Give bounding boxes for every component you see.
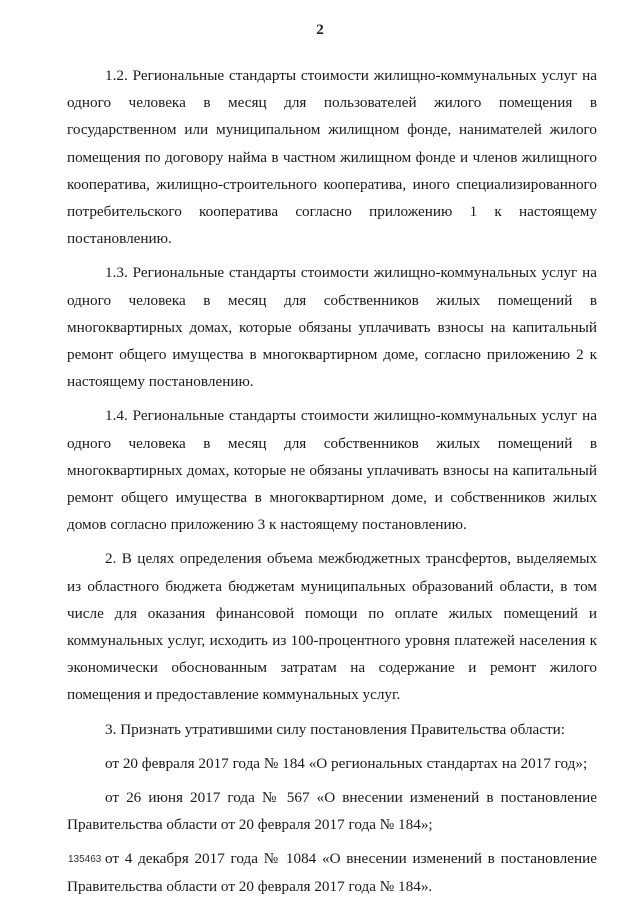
paragraph-3: 3. Признать утратившими силу постановления Правительства области: — [105, 720, 566, 738]
paragraph-3-item-c: от 4 декабря 2017 года № 1084 «О внесении изменений в постановление Правительства области от 20 февраля 2017 года № 184». — [67, 850, 597, 895]
paragraph-1-4: 1.4. Региональные стандарты стоимости жилищно-коммунальных услуг на одного человека в месяц для собственников жилых помещений в многоквартирных домах, которые не обязаны уплачивать взносы на капитальный ремонт общего имущества в многоквартирном доме, и собственников жилых домов согласно приложению 3 к настоящему постановлению. — [67, 407, 597, 534]
paragraph-3-item-a: от 20 февраля 2017 года № 184 «О региональных стандартах на 2017 год»; — [105, 754, 588, 772]
paragraph-1-2: 1.2. Региональные стандарты стоимости жилищно-коммунальных услуг на одного человека в месяц для пользователей жилого помещения в государственном или муниципальном жилищном фонде, нанимателей жилого помещения по договору найма в частном жилищном фонде и членов жилищного кооператива, жилищно-строительного кооператива, иного специализированного потребительского кооператива согласно приложению 1 к настоящему постановлению. — [67, 67, 597, 248]
paragraph-3-item-b: от 26 июня 2017 года № 567 «О внесении изменений в постановление Правительства области от 20 февраля 2017 года № 184»; — [67, 789, 597, 834]
document-code: 135463 — [68, 854, 102, 865]
paragraph-2: 2. В целях определения объема межбюджетных трансфертов, выделяемых из областного бюджета бюджетам муниципальных образований области, в том числе для оказания финансовой помощи по оплате жилых помещений и коммунальных услуг, исходить из 100-процентного уровня платежей населения к экономически обоснованным затратам на содержание и ремонт жилого помещения и предоставление коммунальных услуг. — [67, 550, 597, 704]
page-number: 2 — [316, 22, 324, 38]
paragraph-1-3: 1.3. Региональные стандарты стоимости жилищно-коммунальных услуг на одного человека в месяц для собственников жилых помещений в многоквартирных домах, которые обязаны уплачивать взносы на капитальный ремонт общего имущества в многоквартирном доме, согласно приложению 2 к настоящему постановлению. — [67, 264, 597, 391]
document-body — [67, 62, 597, 907]
